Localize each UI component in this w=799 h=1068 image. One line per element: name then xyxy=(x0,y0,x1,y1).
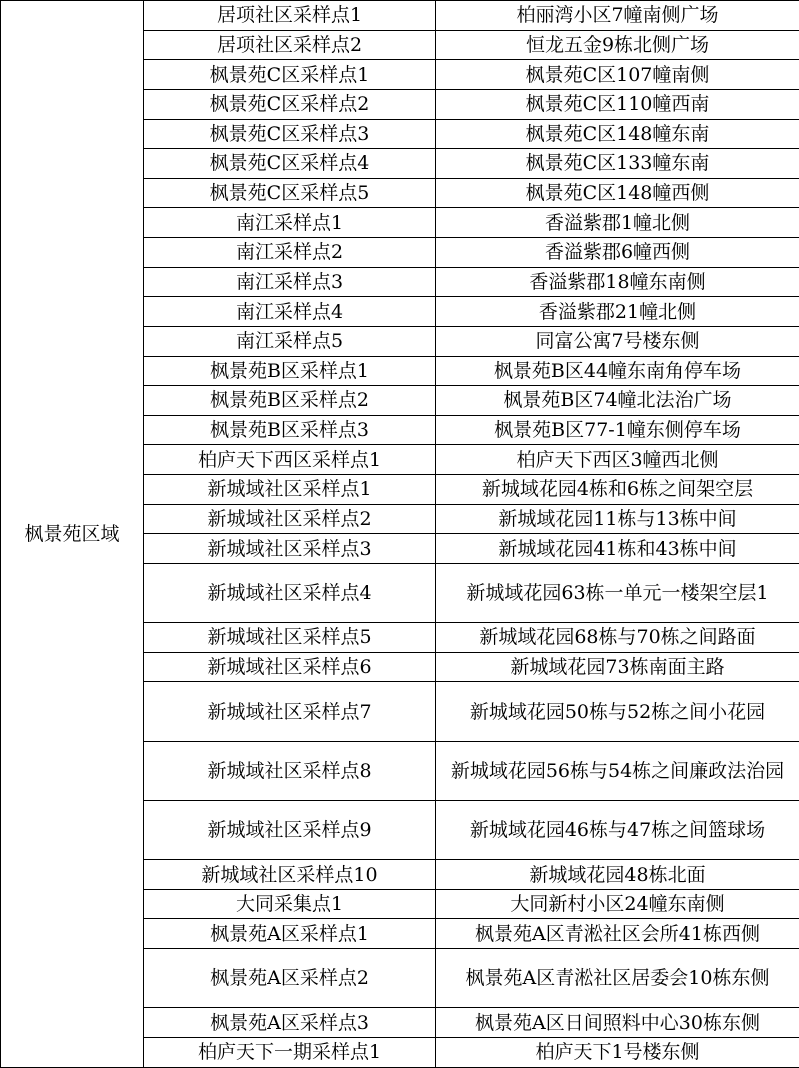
sampling-point-location: 恒龙五金9栋北侧广场 xyxy=(436,30,799,60)
sampling-point-location: 枫景苑B区74幢北法治广场 xyxy=(436,386,799,416)
sampling-point-name: 枫景苑A区采样点2 xyxy=(144,949,436,1008)
sampling-point-name: 枫景苑C区采样点1 xyxy=(144,60,436,90)
sampling-point-name: 枫景苑C区采样点4 xyxy=(144,149,436,179)
sampling-point-name: 南江采样点3 xyxy=(144,267,436,297)
sampling-point-name: 大同采集点1 xyxy=(144,889,436,919)
sampling-point-location: 香溢紫郡18幢东南侧 xyxy=(436,267,799,297)
sampling-point-name: 新城域社区采样点9 xyxy=(144,800,436,859)
sampling-point-location: 新城域花园68栋与70栋之间路面 xyxy=(436,623,799,653)
sampling-point-location: 柏丽湾小区7幢南侧广场 xyxy=(436,1,799,31)
sampling-point-name: 新城域社区采样点5 xyxy=(144,623,436,653)
sampling-point-location: 柏庐天下西区3幢西北侧 xyxy=(436,445,799,475)
sampling-point-location: 同富公寓7号楼东侧 xyxy=(436,326,799,356)
sampling-point-name: 南江采样点2 xyxy=(144,238,436,268)
sampling-point-name: 居项社区采样点1 xyxy=(144,1,436,31)
sampling-point-name: 枫景苑C区采样点2 xyxy=(144,89,436,119)
sampling-point-name: 新城域社区采样点7 xyxy=(144,682,436,741)
sampling-point-location: 新城域花园41栋和43栋中间 xyxy=(436,534,799,564)
sampling-point-name: 新城域社区采样点1 xyxy=(144,475,436,505)
sampling-point-name: 枫景苑C区采样点3 xyxy=(144,119,436,149)
sampling-point-location: 新城域花园46栋与47栋之间篮球场 xyxy=(436,800,799,859)
sampling-point-location: 新城域花园73栋南面主路 xyxy=(436,652,799,682)
sampling-point-location: 枫景苑C区107幢南侧 xyxy=(436,60,799,90)
sampling-point-name: 新城域社区采样点4 xyxy=(144,563,436,622)
sampling-point-location: 枫景苑C区148幢东南 xyxy=(436,119,799,149)
table-row xyxy=(1,1,799,31)
sampling-point-name: 柏庐天下一期采样点1 xyxy=(144,1037,436,1067)
sampling-point-location: 枫景苑A区青淞社区居委会10栋东侧 xyxy=(436,949,799,1008)
sampling-point-name: 柏庐天下西区采样点1 xyxy=(144,445,436,475)
sampling-point-location: 新城域花园56栋与54栋之间廉政法治园 xyxy=(436,741,799,800)
sampling-point-location: 枫景苑A区日间照料中心30栋东侧 xyxy=(436,1008,799,1038)
sampling-point-name: 枫景苑C区采样点5 xyxy=(144,178,436,208)
region-cell: 枫景苑区域 xyxy=(1,1,144,1068)
sampling-point-name: 枫景苑A区采样点1 xyxy=(144,919,436,949)
table-body xyxy=(1,1,799,1068)
sampling-point-name: 南江采样点5 xyxy=(144,326,436,356)
sampling-point-location: 枫景苑A区青淞社区会所41栋西侧 xyxy=(436,919,799,949)
sampling-point-name: 枫景苑B区采样点2 xyxy=(144,386,436,416)
sampling-point-location: 新城域花园11栋与13栋中间 xyxy=(436,504,799,534)
sampling-point-location: 香溢紫郡21幢北侧 xyxy=(436,297,799,327)
sampling-point-name: 新城域社区采样点3 xyxy=(144,534,436,564)
sampling-point-name: 枫景苑A区采样点3 xyxy=(144,1008,436,1038)
sampling-point-name: 新城域社区采样点8 xyxy=(144,741,436,800)
sampling-point-name: 居项社区采样点2 xyxy=(144,30,436,60)
sampling-point-location: 香溢紫郡6幢西侧 xyxy=(436,238,799,268)
sampling-point-name: 南江采样点4 xyxy=(144,297,436,327)
sampling-point-location: 大同新村小区24幢东南侧 xyxy=(436,889,799,919)
sampling-point-name: 新城域社区采样点6 xyxy=(144,652,436,682)
sampling-point-location: 枫景苑B区44幢东南角停车场 xyxy=(436,356,799,386)
sampling-point-location: 新城域花园4栋和6栋之间架空层 xyxy=(436,475,799,505)
sampling-point-location: 枫景苑C区148幢西侧 xyxy=(436,178,799,208)
sampling-point-location: 柏庐天下1号楼东侧 xyxy=(436,1037,799,1067)
sampling-point-location: 新城域花园63栋一单元一楼架空层1 xyxy=(436,563,799,622)
sampling-point-location: 枫景苑B区77-1幢东侧停车场 xyxy=(436,415,799,445)
sampling-point-location: 新城域花园48栋北面 xyxy=(436,860,799,890)
sampling-point-location: 枫景苑C区133幢东南 xyxy=(436,149,799,179)
sampling-point-location: 枫景苑C区110幢西南 xyxy=(436,89,799,119)
sampling-point-name: 枫景苑B区采样点1 xyxy=(144,356,436,386)
sampling-point-name: 南江采样点1 xyxy=(144,208,436,238)
sampling-point-name: 枫景苑B区采样点3 xyxy=(144,415,436,445)
sampling-point-name: 新城域社区采样点10 xyxy=(144,860,436,890)
sampling-point-location: 香溢紫郡1幢北侧 xyxy=(436,208,799,238)
sampling-point-name: 新城域社区采样点2 xyxy=(144,504,436,534)
sampling-point-location: 新城域花园50栋与52栋之间小花园 xyxy=(436,682,799,741)
